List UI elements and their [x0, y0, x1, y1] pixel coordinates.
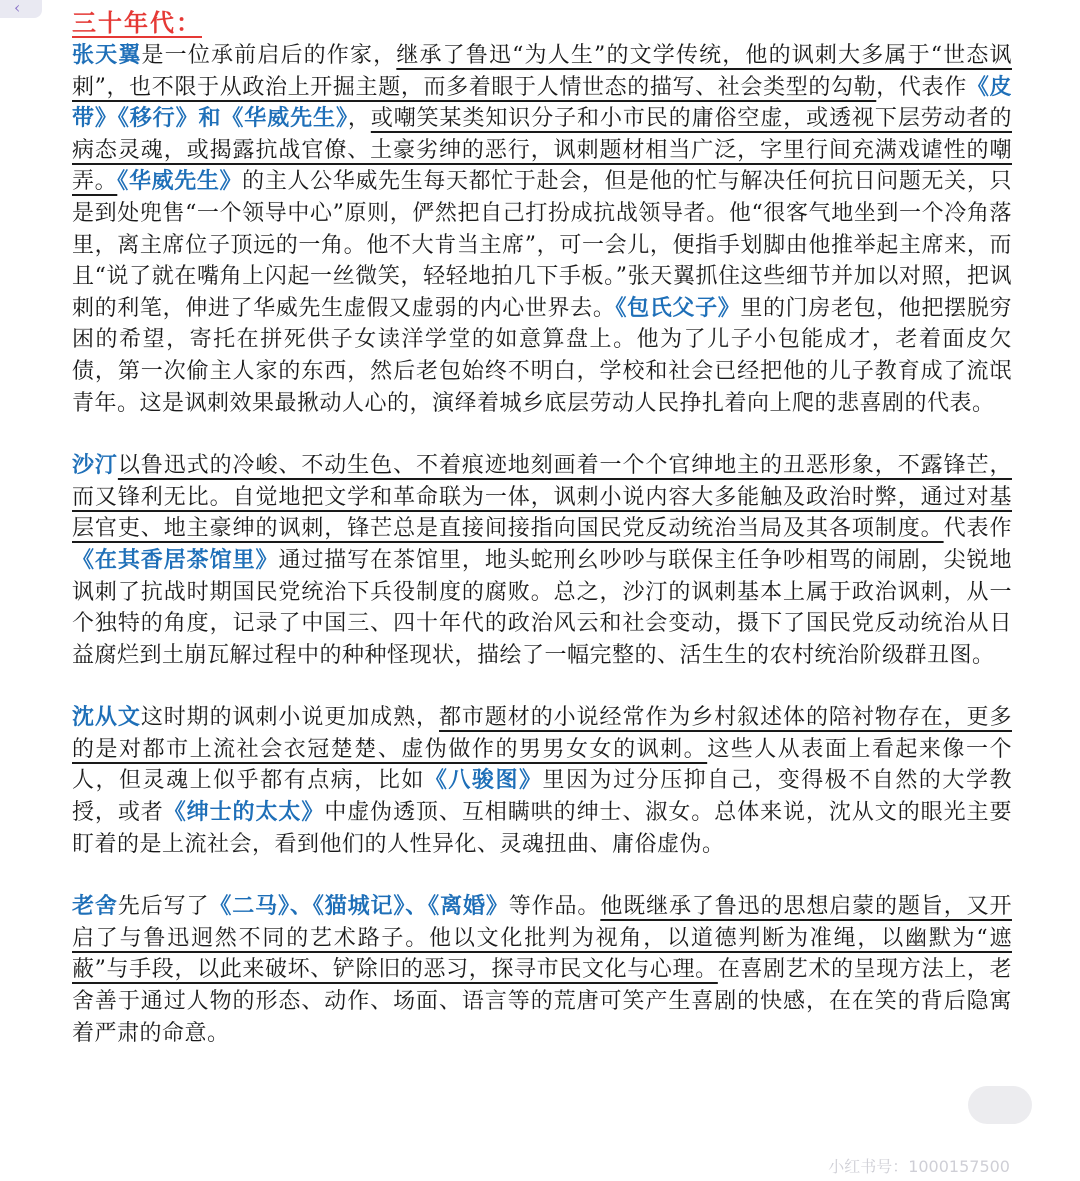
author-name: 张天翼 — [72, 42, 142, 68]
paragraph-shen — [72, 702, 1012, 860]
paragraph-gap — [72, 860, 1012, 891]
body-text: 先后写了 — [117, 894, 210, 920]
body-text: 等作品。 — [508, 894, 601, 920]
paragraph-sha — [72, 450, 1012, 671]
paragraph-gap — [72, 419, 1012, 450]
work-title: 《包氏父子》 — [615, 294, 741, 321]
body-text: 这些人从表面上看起来像一个人，但灵魂上似乎都有点病，比如 — [72, 736, 1012, 794]
author-name: 沈从文 — [72, 704, 141, 731]
watermark-text: 小红书号：1000157500 — [828, 1157, 1010, 1176]
underlined-text: 他既继承了鲁迅的思想启蒙的题旨，又开启了与鲁迅迥然不同的艺术路子。他以文化批判为视角，以道德判断为准绳，以幽默为“遮蔽”与手段，以此来破坏、铲除旧的恶习，探寻市民文化与心理。 — [72, 894, 1012, 983]
work-title: 《绅士的太太》 — [163, 799, 325, 826]
underlined-text: 或嘲笑某类知识分子和小市民的庸俗空虚，或透视下层劳动者的病态灵魂，或揭露抗战官僚、土豪劣绅的恶行，讽刺题材相当广泛，字里行间充满戏谑性的嘲弄。 — [72, 106, 1012, 195]
paragraph-lao — [72, 891, 1012, 1049]
work-title: 《在其香居茶馆里》 — [72, 546, 279, 573]
body-text: 里的门房老包，他把摆脱穷困的希望，寄托在拼死供子女读洋学堂的如意算盘上。他为了儿子小包能成才，老着面皮欠债，第一次偷主人家的东西，然后老包始终不明白，学校和社会已经把他的儿子教育成了流氓青年。这是讽刺效果最揪动人心的，演绎着城乡底层劳动人民挣扎着向上爬的悲喜剧的代表。 — [72, 295, 1012, 416]
body-text: ， — [347, 106, 371, 132]
body-text: 通过描写在茶馆里，地头蛇刑幺吵吵与联保主任争吵相骂的闹剧，尖锐地讽刺了抗战时期国民党统治下兵役制度的腐败。总之，沙汀的讽刺基本上属于政治讽刺，从一个独特的角度，记录了中国三、四十年代的政治风云和社会变动，摄下了国民党反动统治从日益腐烂到土崩瓦解过程中的种种怪现状，描绘了一幅完整的、活生生的农村统治阶级群丑图。 — [72, 547, 1012, 668]
page-heading: 三十年代： — [72, 8, 202, 37]
work-title: 《皮带》《移行》和《华威先生》 — [72, 73, 1012, 132]
underlined-text: 都市题材的小说经常作为乡村叙述体的陪衬物存在，更多的是对都市上流社会衣冠楚楚、虚伪做作的男男女女的讽刺。 — [72, 705, 1012, 762]
work-title: 《二马》、《猫城记》、《离婚》 — [209, 893, 509, 920]
body-text: 里因为过分压抑自己，变得极不自然的大学教授，或者 — [72, 768, 1012, 826]
paragraph-gap — [72, 671, 1012, 702]
work-title: 《华威先生》 — [117, 168, 243, 195]
underlined-text: 以鲁迅式的冷峻、不动生色、不着痕迹地刻画着一个个官绅地主的丑恶形象，不露锋芒，而又锋利无比。自觉地把文学和革命联为一体，讽刺小说内容大多能触及政治时弊，通过对基层官吏、地主豪绅的讽刺，锋芒总是直接间接指向国民党反动统治当局及其各项制度。 — [72, 453, 1012, 542]
sections-container — [72, 40, 1012, 1049]
body-text: 是一位承前启后的作家， — [141, 43, 397, 68]
body-text: 中虚伪透顶、互相瞒哄的绅士、淑女。总体来说，沈从文的眼光主要盯着的是上流社会，看到他们的人性异化、灵魂扭曲、庸俗虚伪。 — [72, 800, 1012, 857]
watermark-badge — [968, 1086, 1032, 1124]
underlined-text: 继承了鲁迅“为人生”的文学传统，他的讽刺大多属于“世态讽刺”，也不限于从政治上开掘主题，而多着眼于人情世态的描写、社会类型的勾勒 — [72, 43, 1012, 100]
body-text: 的主人公华威先生每天都忙于赴会，但是他的忙与解决任何抗日问题无关，只是到处兜售“一个领导中心”原则，俨然把自己打扮成抗战领导者。他“很客气地坐到一个冷角落里，离主席位子顶远的一角。他不大肯当主席”，可一会儿，便指手划脚由他推举起主席来，而且“说了就在嘴角上闪起一丝微笑，轻轻地拍几下手板。”张天翼抓住这些细节并加以对照，把讽刺的利笔，伸进了华威先生虚假又虚弱的内心世界去。 — [72, 169, 1012, 321]
body-text: 在喜剧艺术的呈现方法上，老舍善于通过人物的形态、动作、场面、语言等的荒唐可笑产生喜剧的快感，在在笑的背后隐寓着严肃的命意。 — [72, 957, 1012, 1046]
body-text: ，代表作 — [876, 74, 967, 100]
author-name: 老舍 — [72, 893, 118, 920]
back-arrow-icon: ‹ — [14, 0, 21, 17]
document-page — [72, 6, 1012, 1049]
work-title: 《八骏图》 — [424, 767, 543, 794]
body-text: 这时期的讽刺小说更加成熟， — [140, 705, 439, 731]
back-tab[interactable] — [0, 0, 42, 18]
paragraph-zhang — [72, 40, 1012, 419]
body-text: 代表作 — [943, 516, 1012, 542]
author-name: 沙汀 — [72, 452, 118, 479]
